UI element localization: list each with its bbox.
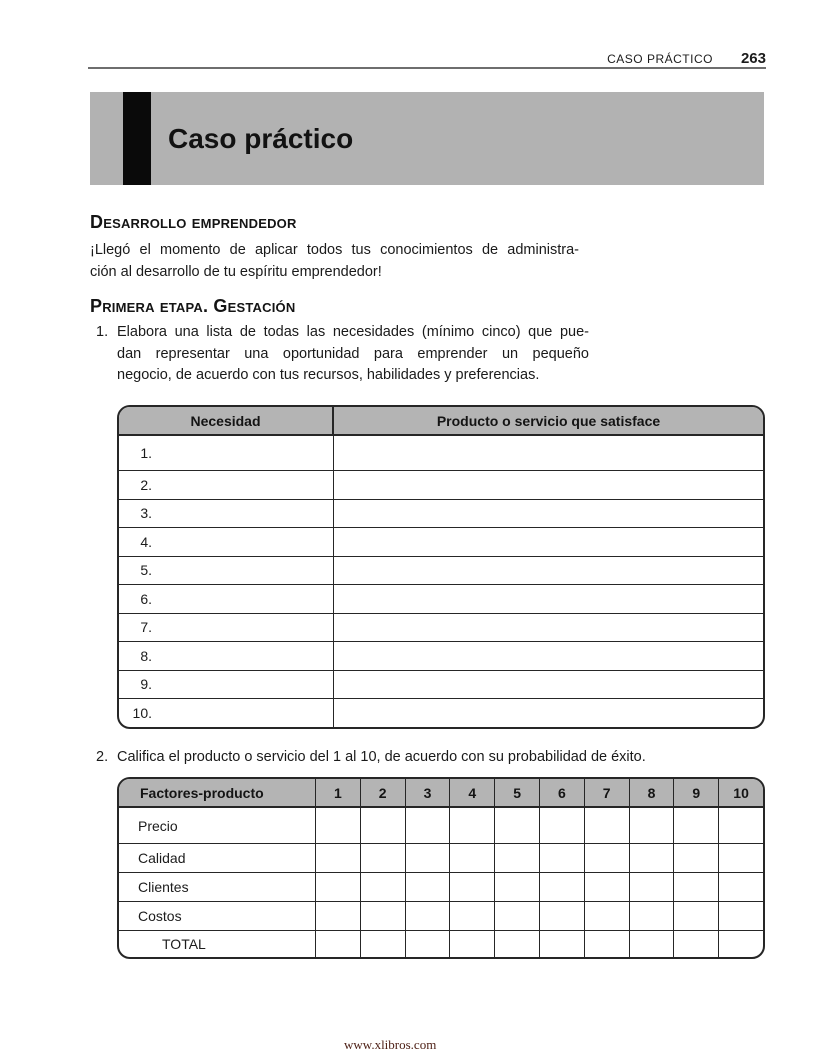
row-number: 6.: [140, 590, 152, 607]
row-number: 1.: [140, 445, 152, 461]
row-number: 2.: [140, 476, 152, 493]
score-cell: [316, 873, 361, 901]
score-cell: [719, 808, 763, 843]
score-header: 6: [540, 779, 585, 806]
score-header: 8: [630, 779, 675, 806]
score-cell: [585, 902, 630, 930]
score-cell: [316, 808, 361, 843]
table-row: [119, 557, 763, 586]
score-cell: [450, 931, 495, 957]
score-cell: [585, 844, 630, 872]
list-item-1-text: [117, 322, 589, 387]
running-head: [607, 50, 766, 67]
score-cell: [585, 808, 630, 843]
total-row: [119, 931, 763, 957]
row-number: 8.: [140, 647, 152, 664]
score-cell: [674, 873, 719, 901]
score-cell: [630, 902, 675, 930]
row-number: 4.: [140, 533, 152, 550]
intro-paragraph: [90, 240, 579, 283]
list-item-2-marker: 2.: [96, 749, 109, 765]
row-number: 7.: [140, 619, 152, 636]
item-1-line-1: Elabora una lista de todas las necesidades (mínimo cinco) que pue-: [117, 324, 589, 340]
score-cell: [719, 902, 763, 930]
score-header: 10: [733, 784, 749, 801]
table-row: [119, 471, 763, 500]
table-row: [119, 671, 763, 700]
score-cell: [450, 873, 495, 901]
section-heading-primera-etapa: Primera etapa. Gestación: [90, 296, 296, 316]
table-row: [119, 614, 763, 643]
score-cell: [540, 808, 585, 843]
score-cell: [674, 902, 719, 930]
total-label: TOTAL: [119, 931, 316, 957]
factor-label: Calidad: [119, 844, 316, 872]
list-item-2-text: Califica el producto o servicio del 1 al 10, de acuerdo con su probabilidad de éxito.: [117, 749, 646, 765]
row-number: 5.: [140, 562, 152, 579]
score-cell: [316, 931, 361, 957]
score-cell: [361, 873, 406, 901]
needs-input-cell: [334, 500, 763, 528]
score-header: 4: [450, 779, 495, 806]
factors-table-header: [119, 779, 763, 808]
factor-row: [119, 873, 763, 902]
score-cell: [674, 808, 719, 843]
score-header: 5: [495, 779, 540, 806]
list-item-2: [90, 747, 646, 769]
score-cell: [495, 873, 540, 901]
factor-label: Costos: [119, 902, 316, 930]
factors-header-label: Factores-producto: [119, 779, 316, 806]
score-header: 1: [316, 779, 361, 806]
score-cell: [361, 808, 406, 843]
score-cell: [495, 931, 540, 957]
needs-table: [117, 405, 765, 729]
page-title: Caso práctico: [168, 122, 354, 154]
score-cell: [450, 844, 495, 872]
factor-row: [119, 808, 763, 844]
table-row: [119, 585, 763, 614]
factors-table: [117, 777, 765, 959]
table-row: [119, 500, 763, 529]
score-header: 9: [674, 779, 719, 806]
intro-line-1: ¡Llegó el momento de aplicar todos tus conocimientos de administra-: [90, 242, 579, 258]
list-item-1: [90, 322, 589, 387]
score-cell: [674, 931, 719, 957]
score-cell: [540, 931, 585, 957]
score-cell: [540, 844, 585, 872]
needs-input-cell: [334, 585, 763, 613]
needs-input-cell: [334, 614, 763, 642]
score-cell: [406, 902, 451, 930]
chapter-banner: [90, 92, 764, 185]
needs-table-header-necesidad: Necesidad: [119, 407, 334, 434]
intro-line-2: ción al desarrollo de tu espíritu emprendedor!: [90, 263, 382, 280]
section-heading-desarrollo: Desarrollo emprendedor: [90, 212, 297, 232]
banner-black-bar: [123, 92, 151, 185]
table-row: [119, 642, 763, 671]
score-header: 3: [406, 779, 451, 806]
score-cell: [585, 931, 630, 957]
factor-label: Precio: [119, 808, 316, 843]
row-number: 10.: [132, 704, 152, 721]
score-cell: [316, 902, 361, 930]
score-cell: [316, 844, 361, 872]
row-number: 3.: [140, 505, 152, 522]
needs-input-cell: [334, 642, 763, 670]
score-cell: [495, 844, 540, 872]
needs-input-cell: [334, 471, 763, 499]
factor-row: [119, 902, 763, 931]
score-cell: [406, 873, 451, 901]
score-cell: [630, 873, 675, 901]
needs-table-header: [119, 407, 763, 436]
table-row: [119, 528, 763, 557]
row-number: 9.: [140, 676, 152, 693]
score-cell: [495, 902, 540, 930]
score-cell: [540, 902, 585, 930]
factor-label: Clientes: [119, 873, 316, 901]
score-cell: [361, 844, 406, 872]
needs-input-cell: [334, 528, 763, 556]
needs-input-cell: [334, 557, 763, 585]
score-cell: [630, 808, 675, 843]
needs-input-cell: [334, 671, 763, 699]
score-cell: [630, 844, 675, 872]
score-cell: [540, 873, 585, 901]
item-1-line-2: dan representar una oportunidad para emprender un pequeño: [117, 345, 589, 362]
needs-table-header-producto: Producto o servicio que satisface: [436, 412, 661, 429]
score-cell: [406, 844, 451, 872]
score-cell: [719, 931, 763, 957]
score-cell: [495, 808, 540, 843]
header-rule: [88, 67, 766, 69]
list-item-1-marker: 1.: [96, 324, 109, 340]
score-cell: [674, 844, 719, 872]
score-cell: [406, 931, 451, 957]
score-cell: [719, 873, 763, 901]
item-1-line-3: negocio, de acuerdo con tus recursos, habilidades y preferencias.: [117, 367, 540, 383]
factor-row: [119, 844, 763, 873]
score-cell: [630, 931, 675, 957]
needs-input-cell: [334, 699, 763, 727]
score-cell: [450, 808, 495, 843]
score-header: 7: [585, 779, 630, 806]
page-number: 263: [740, 50, 766, 67]
score-cell: [361, 902, 406, 930]
footer-url: www.xlibros.com: [344, 1037, 437, 1052]
score-cell: [450, 902, 495, 930]
score-cell: [406, 808, 451, 843]
table-row: [119, 436, 763, 471]
score-cell: [361, 931, 406, 957]
score-header: 2: [361, 779, 406, 806]
table-row: [119, 699, 763, 727]
score-cell: [719, 844, 763, 872]
running-head-label: CASO PRÁCTICO: [607, 52, 713, 66]
needs-input-cell: [334, 436, 763, 470]
score-cell: [585, 873, 630, 901]
